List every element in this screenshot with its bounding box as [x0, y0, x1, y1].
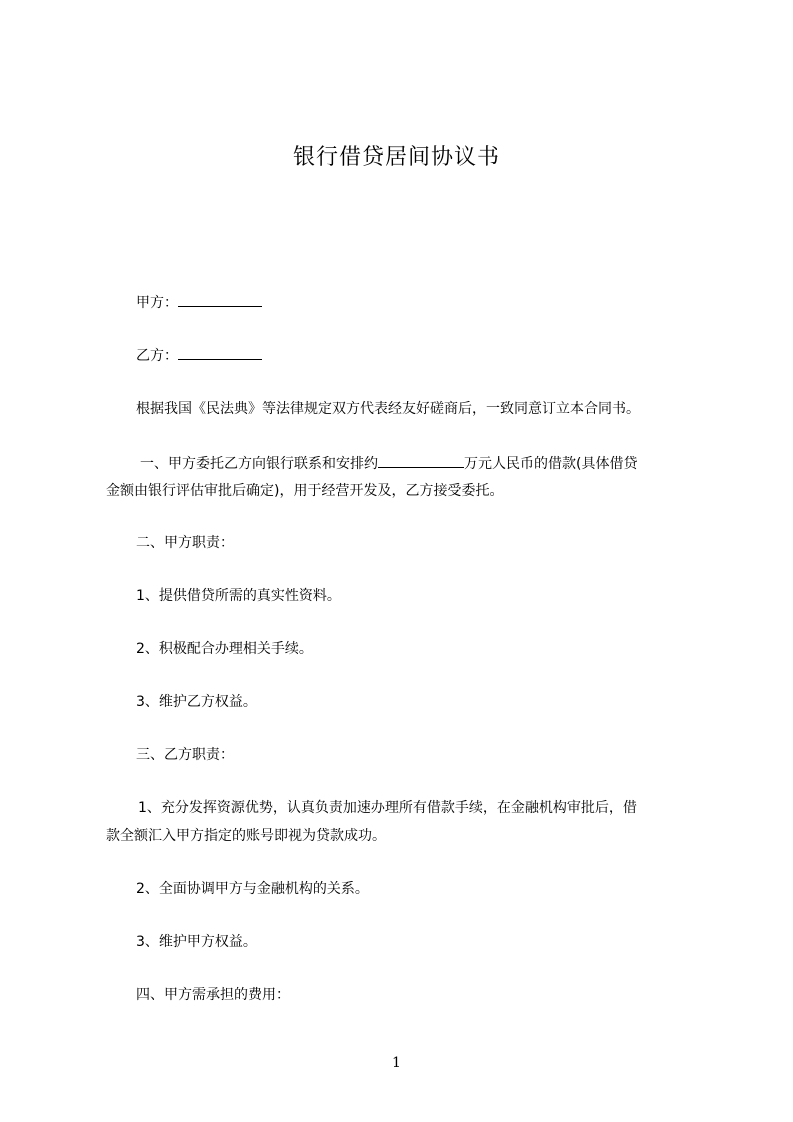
section-2-item-2: 2、积极配合办理相关手续。 — [136, 641, 313, 657]
intro-paragraph: 根据我国《民法典》等法律规定双方代表经友好磋商后，一致同意订立本合同书。 — [136, 401, 640, 417]
clause-1-line-2: 金额由银行评估审批后确定)，用于经营开发及，乙方接受委托。 — [106, 483, 504, 499]
section-4-heading: 四、甲方需承担的费用： — [136, 987, 290, 1003]
section-3-item-2: 2、全面协调甲方与金融机构的关系。 — [136, 881, 369, 897]
section-3-item-1-line-2: 款全额汇入甲方指定的账号即视为贷款成功。 — [106, 828, 386, 844]
clause-1-line-1 — [140, 453, 637, 474]
party-a-line — [136, 292, 262, 313]
section-3-heading: 三、乙方职责： — [136, 747, 234, 763]
section-2-heading: 二、甲方职责： — [136, 535, 234, 551]
party-a-label: 甲方： — [136, 295, 178, 311]
party-b-blank — [178, 345, 262, 360]
section-3-item-1-line-1: 1、充分发挥资源优势，认真负责加速办理所有借款手续，在金融机构审批后，借 — [138, 800, 637, 816]
party-b-label: 乙方： — [136, 348, 178, 364]
section-2-item-3: 3、维护乙方权益。 — [136, 694, 257, 710]
clause-1-text-a: 一、甲方委托乙方向银行联系和安排约 — [140, 456, 378, 472]
clause-1-text-b: 万元人民币的借款(具体借贷 — [464, 456, 638, 472]
party-a-blank — [178, 292, 262, 307]
document-title: 银行借贷居间协议书 — [292, 145, 500, 170]
section-2-item-1: 1、提供借贷所需的真实性资料。 — [136, 588, 341, 604]
loan-amount-blank — [378, 453, 464, 468]
party-b-line — [136, 345, 262, 366]
section-3-item-3: 3、维护甲方权益。 — [136, 934, 257, 950]
page-number: 1 — [392, 1055, 401, 1071]
